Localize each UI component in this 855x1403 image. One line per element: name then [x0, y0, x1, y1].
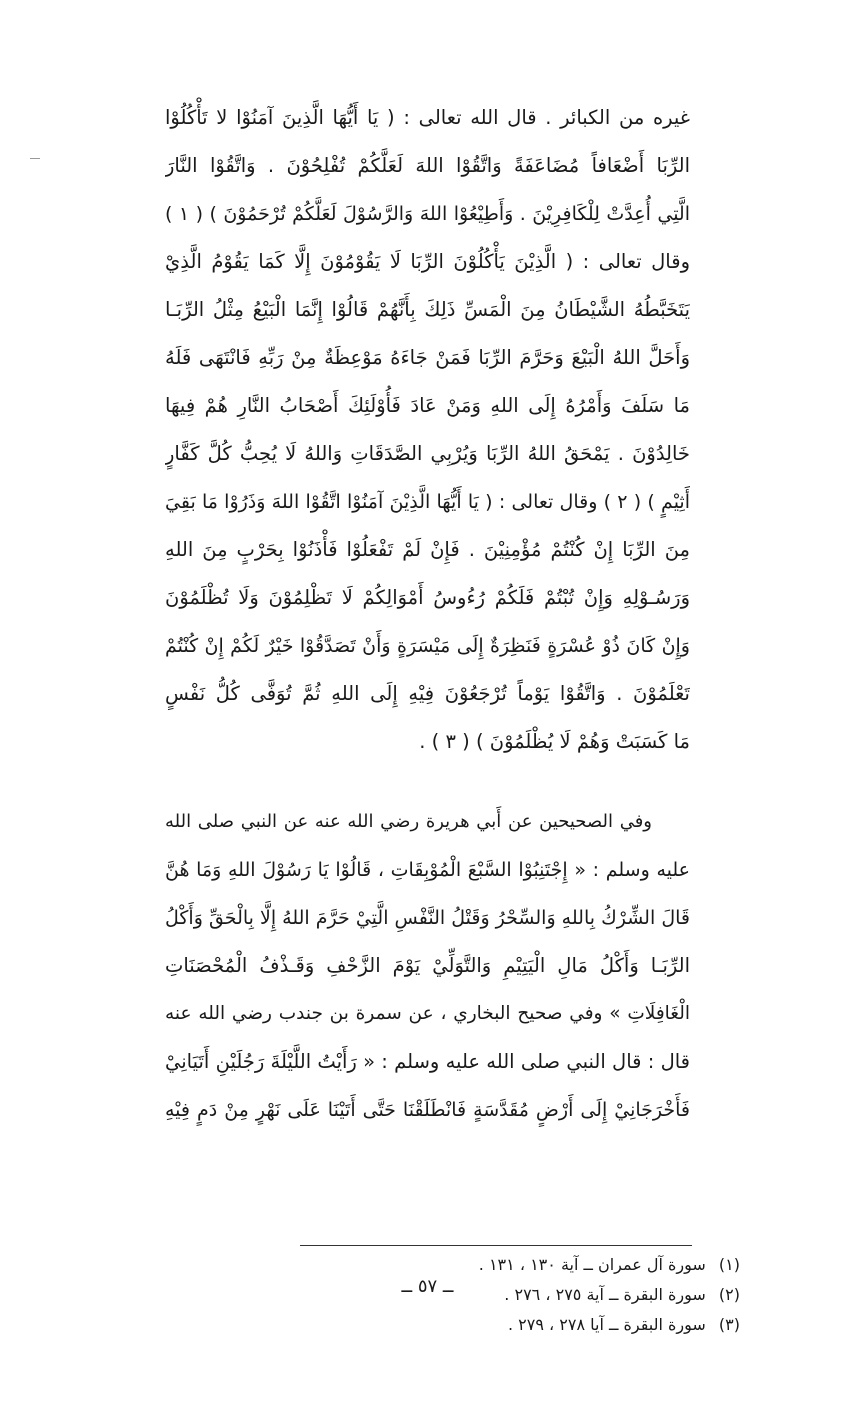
text-line: وَأَحَلَّ اللهُ الْبَيْعَ وَحَرَّمَ الرِّبَا فَمَنْ جَاءَهُ مَوْعِظَةٌ مِنْ رَبِّهِ فَانْتَهَى فَلَهُ: [165, 346, 690, 369]
paragraph-hadith: [165, 798, 690, 1134]
text-line: مَا سَلَفَ وَأَمْرُهُ إِلَى اللهِ وَمَنْ عَادَ فَأُوْلَئِكَ أَصْحَابُ النَّارِ هُمْ فِيهَا: [165, 394, 690, 417]
text-line: يَتَخَبَّطُهُ الشَّيْطَانُ مِنَ الْمَسِّ ذَلِكَ بِأَنَّهُمْ قَالُوْا إِنَّمَا الْبَيْعُ مِثْلُ الرِّبَـا: [165, 298, 690, 321]
text-line: قال : قال النبي صلى الله عليه وسلم : « رَأَيْتُ اللَّيْلَةَ رَجُلَيْنِ أَتَيَانِيْ: [165, 1050, 690, 1073]
text-line: فَأَخْرَجَانِيْ إِلَى أَرْضٍ مُقَدَّسَةٍ فَانْطَلَقْنَا حَتَّى أَتَيْنَا عَلَى نَهْرٍ مِنْ دَمٍ فِيْهِ: [165, 1099, 690, 1121]
text-line: خَالِدُوْنَ . يَمْحَقُ اللهُ الرِّبَا وَيُرْبِي الصَّدَقَاتِ وَاللهُ لَا يُحِبُّ كُلَّ كَفَّارٍ: [165, 442, 690, 465]
text-line: وقال تعالى : ( الَّذِيْنَ يَأْكُلُوْنَ الرِّبَا لَا يَقُوْمُوْنَ إِلَّا كَمَا يَقُوْمُ الَّذِيْ: [165, 250, 690, 273]
text-line: وفي الصحيحين عن أَبي هريرة رضي الله عنه عن النبي صلى الله: [165, 811, 652, 832]
text-line: الَّتِي أُعِدَّتْ لِلْكَافِرِيْنَ . وَأَطِيْعُوْا اللهَ وَالرَّسُوْلَ لَعَلَّكُمْ تُرْحَمُوْنَ ) ( ١ ): [165, 203, 690, 225]
text-line: الْغَافِلَاتِ » وفي صحيح البخاري ، عن سمرة بن جندب رضي الله عنه: [165, 1003, 690, 1024]
footnote-number: (٢): [718, 1285, 740, 1304]
paragraph-quran-verses: [165, 94, 690, 766]
text-line: مَا كَسَبَتْ وَهُمْ لَا يُظْلَمُوْنَ ) ( ٣ ) .: [419, 730, 690, 753]
text-line: وَإِنْ كَانَ ذُوْ عُسْرَةٍ فَنَظِرَةٌ إِلَى مَيْسَرَةٍ وَأَنْ تَصَدَّقُوْا خَيْرٌ لَكُمْ إِنْ كُنْتُمْ: [165, 635, 690, 657]
text-line: مِنَ الرِّبَا إِنْ كُنْتُمْ مُؤْمِنِيْنَ . فَإِنْ لَمْ تَفْعَلُوْا فَأْذَنُوْا بِحَرْبٍ مِنَ اللهِ: [165, 538, 690, 561]
text-line: أَثِيْمٍ ) ( ٢ ) وقال تعالى : ( يَا أَيُّهَا الَّذِيْنَ آمَنُوْا اتَّقُوْا اللهَ وَذَرُوْا مَا بَقِيَ: [165, 491, 690, 513]
text-line: تَعْلَمُوْنَ . وَاتَّقُوْا يَوْماً تُرْجَعُوْنَ فِيْهِ إِلَى اللهِ ثُمَّ تُوَفَّى كُلُّ نَفْسٍ: [165, 682, 690, 705]
footnote-text: سورة آل عمران ــ آية ١٣٠ ، ١٣١ .: [478, 1255, 706, 1274]
text-line: عليه وسلم : « إِجْتَنِبُوْا السَّبْعَ الْمُوْبِقَاتِ ، قَالُوْا يَا رَسُوْلَ اللهِ وَمَا هُنَّ: [165, 859, 690, 881]
text-line: وَرَسُـوْلِهِ وَإِنْ تُبْتُمْ فَلَكُمْ رُءُوسُ أَمْوَالِكُمْ لَا تَظْلِمُوْنَ وَلَا تُظْلَمُوْنَ: [165, 586, 690, 609]
footnote-number: (١): [718, 1255, 740, 1274]
footnote-text: سورة البقرة ــ آيا ٢٧٨ ، ٢٧٩ .: [508, 1315, 706, 1334]
footnote-item: [300, 1310, 740, 1340]
text-line: قَالَ الشِّرْكُ بِاللهِ وَالسِّحْرُ وَقَتْلُ النَّفْسِ الَّتِيْ حَرَّمَ اللهُ إِلَّا بِالْحَقِّ وَأَكْلُ: [165, 907, 690, 929]
footnote-text: سورة البقرة ــ آية ٢٧٥ ، ٢٧٦ .: [504, 1285, 706, 1304]
footnote-number: (٣): [718, 1315, 740, 1334]
page-number: ــ ٥٧ ــ: [401, 1276, 454, 1297]
margin-mark: [30, 158, 40, 159]
footnote-divider: [300, 1245, 692, 1246]
text-line: الرِّبَـا وَأَكْلُ مَالِ الْيَتِيْمِ وَالتَّوَلِّيْ يَوْمَ الزَّحْفِ وَقَـذْفُ الْمُحْصَنَاتِ: [165, 954, 690, 977]
text-line: غيره من الكبائر . قال الله تعالى : ( يَا أَيُّهَا الَّذِينَ آمَنُوْا لا تَأْكُلُوْا: [165, 106, 690, 129]
text-line: الرِّبَا أَضْعَافاً مُضَاعَفَةً وَاتَّقُوْا اللهَ لَعَلَّكُمْ تُفْلِحُوْنَ . وَاتَّقُوْا النَّارَ: [165, 154, 690, 177]
